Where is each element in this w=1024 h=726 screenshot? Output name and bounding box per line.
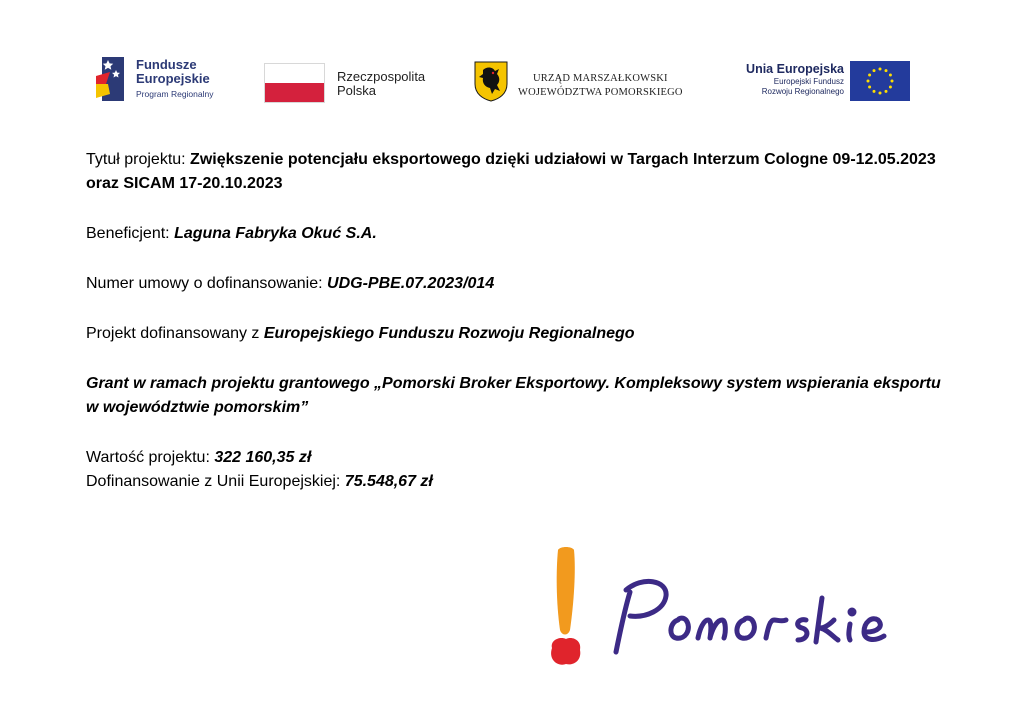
unia-text-line3: Rozwoju Regionalnego: [761, 87, 844, 96]
rzeczpospolita-text: [337, 70, 425, 98]
urzad-marszalkowski-text: [518, 72, 683, 100]
logo-strip: [0, 52, 1024, 110]
project-info: [86, 148, 946, 494]
fundusze-europejskie-flag-icon: [96, 54, 126, 104]
pomorskie-logo: [538, 540, 918, 675]
rzeczpospolita-text-line2: Polska: [337, 83, 377, 98]
grant-row: [86, 372, 946, 420]
fundusze-europejskie-logo: [96, 52, 246, 110]
unia-text-line2: Europejski Fundusz: [773, 77, 844, 86]
project-title-value: Zwiększenie potencjału eksportowego dzięki udziałowi w Targach Interzum Cologne 09-12.05.2023 oraz SICAM 17-20.10.2023: [86, 151, 936, 192]
urzad-marszalkowski-logo: [473, 52, 703, 110]
funding-source-value: Europejskiego Funduszu Rozwoju Regionalnego: [263, 325, 635, 342]
project-value-row: [86, 446, 946, 470]
beneficiary-value: Laguna Fabryka Okuć S.A.: [174, 225, 377, 242]
urzad-text-line2: WOJEWÓDZTWA POMORSKIEGO: [518, 87, 683, 98]
fundusze-text-line3: Program Regionalny: [136, 89, 214, 99]
funding-source-label: Projekt dofinansowany z: [86, 325, 264, 342]
pomorskie-wordmark-icon: [616, 581, 884, 652]
unia-text-line1: Unia Europejska: [746, 62, 844, 76]
contract-number-label: Numer umowy o dofinansowanie:: [86, 275, 328, 292]
eu-flag-icon: [850, 61, 910, 101]
eu-funding-row: [86, 470, 946, 494]
contract-number-row: [86, 272, 946, 296]
rzeczpospolita-polska-logo: [264, 52, 444, 110]
eu-funding-amount: 75.548,67 zł: [344, 473, 433, 490]
griffin-crest-icon: [473, 60, 509, 102]
rzeczpospolita-text-line1: Rzeczpospolita: [337, 69, 426, 84]
poland-flag-icon: [264, 63, 325, 103]
project-value-label: Wartość projektu:: [86, 449, 215, 466]
pomorskie-wordmark-text: Pomorskie: [538, 540, 543, 541]
urzad-text-line1: URZĄD MARSZAŁKOWSKI: [532, 73, 668, 84]
fundusze-text-line2: Europejskie: [136, 71, 210, 86]
fundusze-text-line1: Fundusze: [136, 57, 197, 72]
project-title-label: Tytuł projektu:: [86, 151, 191, 168]
unia-europejska-text: [746, 61, 844, 97]
contract-number-value: UDG-PBE.07.2023/014: [327, 275, 495, 292]
project-value-amount: 322 160,35 zł: [214, 449, 312, 466]
unia-europejska-logo: [716, 52, 916, 110]
project-title-row: [86, 148, 946, 196]
funding-source-row: [86, 322, 946, 346]
beneficiary-label: Beneficjent:: [86, 225, 175, 242]
fundusze-europejskie-text: [136, 58, 213, 101]
exclamation-dot-icon: [551, 638, 580, 665]
grant-text: Grant w ramach projektu grantowego „Pomorski Broker Eksportowy. Kompleksowy system wspierania eksportu w województwie pomorskim”: [86, 375, 941, 416]
beneficiary-row: [86, 222, 946, 246]
exclamation-bar-icon: [557, 547, 575, 635]
eu-funding-label: Dofinansowanie z Unii Europejskiej:: [86, 473, 345, 490]
